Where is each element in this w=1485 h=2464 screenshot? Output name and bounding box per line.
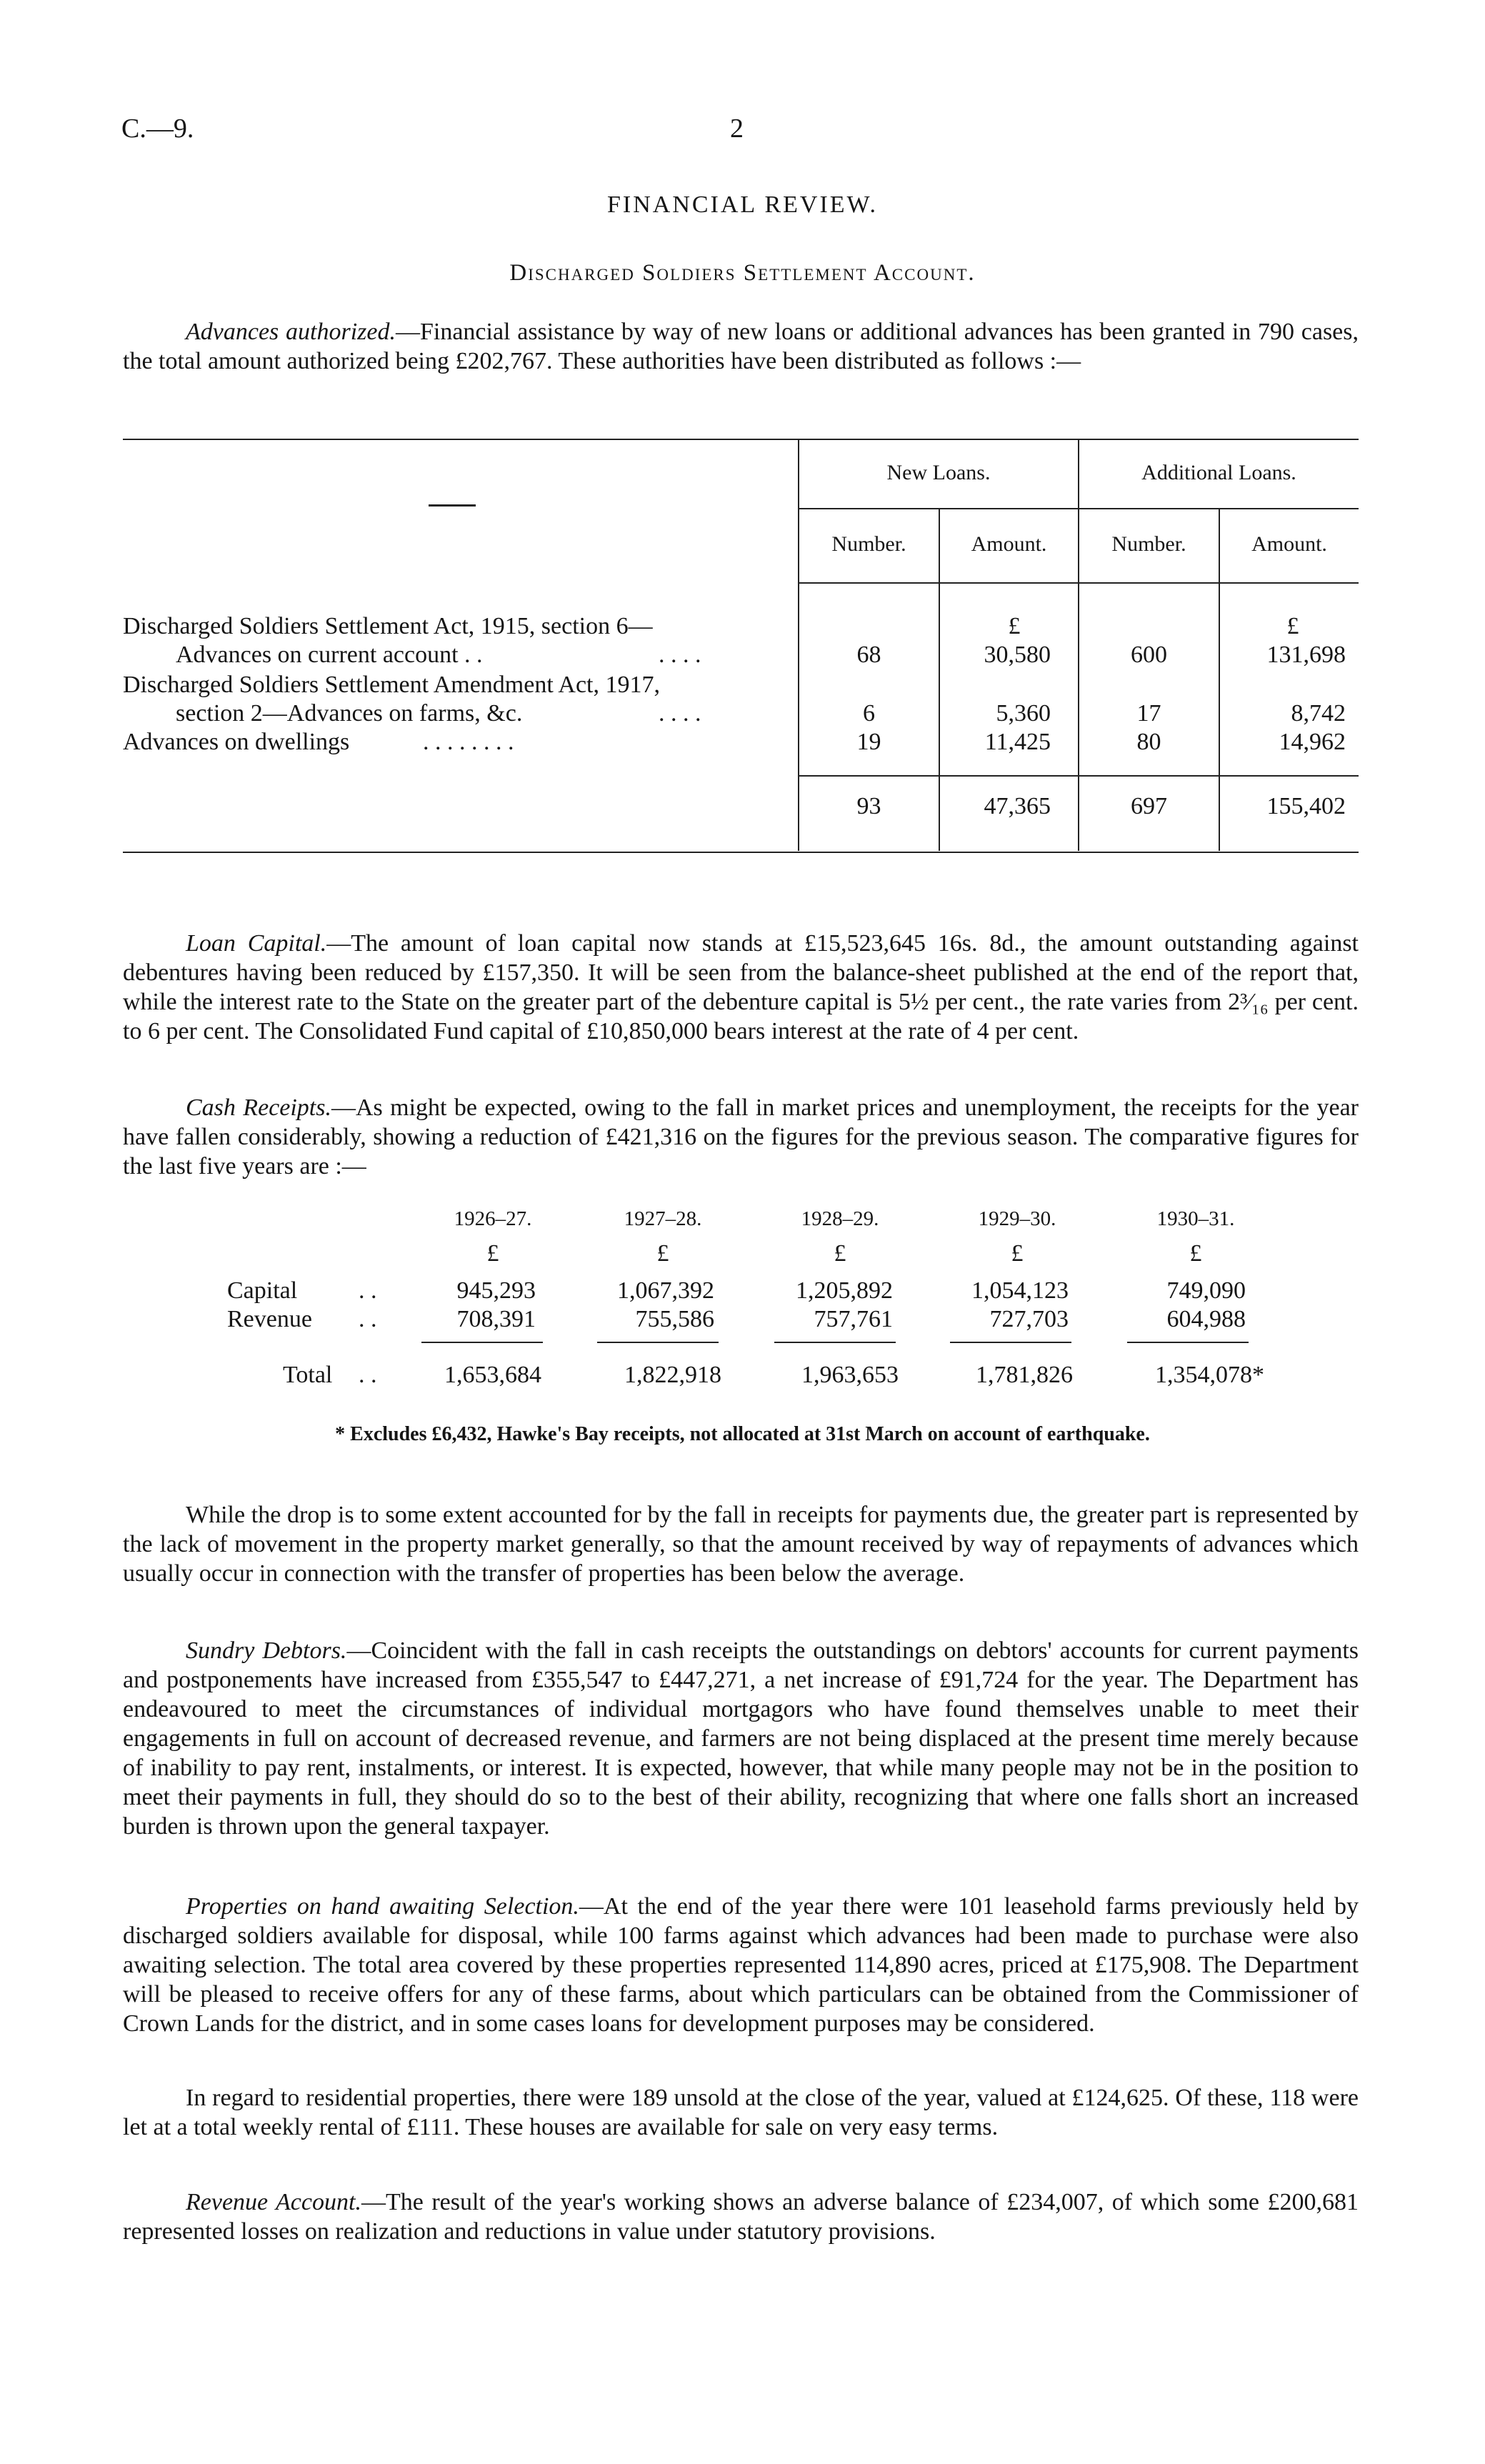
sum-rule [950, 1342, 1071, 1343]
table-cell: 17 [1136, 700, 1161, 727]
revenue-account-paragraph [123, 2188, 1359, 2246]
group-header-new-loans: New Loans. [886, 461, 991, 484]
revenue-account-heading: Revenue Account. [186, 2189, 361, 2215]
table-cell: 68 [856, 642, 881, 668]
blank-header-dash [429, 504, 476, 507]
sum-rule [421, 1342, 543, 1343]
row-label: Advances on current account . . [176, 642, 483, 668]
currency-symbol: £ [1286, 613, 1299, 639]
year-header: 1929–30. [978, 1207, 1056, 1230]
sum-rule [1127, 1342, 1249, 1343]
group-header-additional-loans: Additional Loans. [1141, 461, 1296, 484]
receipts-row-label: Capital [227, 1277, 298, 1304]
receipts-total-cell: 1,822,918 [624, 1362, 721, 1388]
document-reference: C.—9. [121, 114, 194, 144]
receipts-cell: 1,067,392 [617, 1277, 714, 1304]
section-subtitle: Discharged Soldiers Settlement Account. [509, 260, 976, 286]
row-label: Discharged Soldiers Settlement Act, 1915, section 6— [123, 613, 653, 639]
table-cell: 30,580 [984, 642, 1051, 668]
table-total-cell: 697 [1131, 793, 1167, 819]
properties-text: —At the end of the year there were 101 leasehold farms previously held by discharged soldiers available for disposal, while 100 farms against which advances had been made to purchase were also awaiting selection. The total area covered by these properties represented 114,890 acres, priced at £175,908. The Department will be pleased to receive offers for any of these farms, about which particulars can be obtained from the Commissioner of Crown Lands for the district, and in some cases loans for development purposes may be considered. [123, 1893, 1359, 2037]
loan-capital-heading: Loan Capital. [186, 930, 327, 957]
receipts-cell: 749,090 [1166, 1277, 1246, 1304]
properties-heading: Properties on hand awaiting Selection. [186, 1893, 579, 1920]
year-header: 1926–27. [454, 1207, 532, 1230]
receipts-footnote: * Excludes £6,432, Hawke's Bay receipts, not allocated at 31st March on account of earthquake. [335, 1423, 1150, 1445]
currency-symbol: £ [486, 1240, 499, 1267]
column-header-number: Number. [831, 532, 906, 556]
receipts-total-cell: 1,963,653 [801, 1362, 899, 1388]
receipts-total-label: Total [283, 1362, 333, 1388]
table-top-rule [123, 439, 1359, 440]
table-group-rule [799, 508, 1359, 509]
receipts-cell: 757,761 [814, 1306, 893, 1332]
leader-dots: . . . . [659, 642, 701, 668]
table-cell: 11,425 [984, 729, 1051, 755]
receipts-cell: 708,391 [456, 1306, 536, 1332]
row-label: section 2—Advances on farms, &c. [176, 700, 523, 727]
loan-capital-paragraph [123, 929, 1359, 1046]
table-total-cell: 93 [856, 793, 881, 819]
receipts-total-cell: 1,354,078* [1155, 1362, 1264, 1388]
cash-receipts-heading: Cash Receipts. [186, 1094, 331, 1121]
receipts-total-cell: 1,653,684 [444, 1362, 541, 1388]
cash-receipts-text: —As might be expected, owing to the fall in market prices and unemployment, the receipts for the year have fallen considerably, showing a reduction of £421,316 on the figures for the previous season. The comparative figures for the last five years are :— [123, 1094, 1359, 1179]
page-number: 2 [730, 114, 744, 144]
table-cell: 6 [863, 700, 875, 727]
table-total-cell: 155,402 [1266, 793, 1346, 819]
currency-symbol: £ [1189, 1240, 1202, 1267]
leader-dots: . . [359, 1277, 377, 1304]
currency-symbol: £ [1008, 613, 1021, 639]
intro-heading: Advances authorized. [186, 319, 396, 345]
page-title: FINANCIAL REVIEW. [606, 191, 878, 218]
column-header-number: Number. [1111, 532, 1186, 556]
table-total-rule [799, 775, 1359, 777]
table-cell: 5,360 [996, 700, 1051, 727]
receipts-cell: 755,586 [635, 1306, 714, 1332]
receipts-cell: 604,988 [1166, 1306, 1246, 1332]
receipts-total-cell: 1,781,826 [976, 1362, 1073, 1388]
column-header-amount: Amount. [971, 532, 1047, 556]
loan-capital-text: —The amount of loan capital now stands at £15,523,645 16s. 8d., the amount outstanding against debentures having been reduced by £157,350. It will be seen from the balance-sheet published at the end of the report that, while the interest rate to the State on the greater part of the debenture capital is 5½ per cent., the rate varies from 2³⁄₁₆ per cent. to 6 per cent. The Consolidated Fund capital of £10,850,000 bears interest at the rate of 4 per cent. [123, 930, 1359, 1044]
row-label: Advances on dwellings [123, 729, 350, 755]
table-cell: 19 [856, 729, 881, 755]
column-header-amount: Amount. [1251, 532, 1327, 556]
leader-dots: . . . . [659, 700, 701, 727]
year-header: 1930–31. [1156, 1207, 1235, 1230]
revenue-account-text: —The result of the year's working shows an adverse balance of £234,007, of which some £200,681 represented losses on realization and reductions in value under statutory provisions. [123, 2189, 1359, 2245]
sundry-debtors-text: —Coincident with the fall in cash receipts the outstandings on debtors' accounts for current payments and postponements have increased from £355,547 to £447,271, a net increase of £91,724 for the year. The Department has endeavoured to meet the circumstances of individual mortgagors who have found themselves unable to meet their engagements in full on account of decreased revenue, and farmers are not being displaced at the present time merely because of inability to pay rent, instalments, or interest. It is expected, however, that while many people may not be in the position to meet their payments in full, they should do so to the best of their ability, recognizing that where one falls short an increased burden is thrown upon the general taxpayer. [123, 1637, 1359, 1840]
year-header: 1928–29. [801, 1207, 879, 1230]
drop-paragraph [123, 1500, 1359, 1588]
receipts-row-label: Revenue [227, 1306, 312, 1332]
currency-symbol: £ [834, 1240, 846, 1267]
table-cell: 80 [1136, 729, 1161, 755]
table-cell: 8,742 [1291, 700, 1346, 727]
cash-receipts-paragraph [123, 1093, 1359, 1181]
sundry-debtors-heading: Sundry Debtors. [186, 1637, 347, 1664]
leader-dots: . . . . . . . . [423, 729, 514, 755]
sum-rule [774, 1342, 896, 1343]
table-cell: 600 [1131, 642, 1167, 668]
table-bottom-rule [123, 852, 1359, 853]
residential-text: In regard to residential properties, there were 189 unsold at the close of the year, valued at £124,625. Of these, 118 were let at a total weekly rental of £111. These houses are available for sale on very easy terms. [123, 2085, 1359, 2140]
row-label: Discharged Soldiers Settlement Amendment Act, 1917, [123, 672, 660, 698]
residential-paragraph [123, 2083, 1359, 2142]
currency-symbol: £ [1011, 1240, 1024, 1267]
table-cell: 131,698 [1266, 642, 1346, 668]
intro-paragraph [123, 317, 1359, 376]
table-total-cell: 47,365 [984, 793, 1051, 819]
receipts-cell: 1,054,123 [971, 1277, 1069, 1304]
sum-rule [597, 1342, 719, 1343]
receipts-cell: 945,293 [456, 1277, 536, 1304]
table-header-rule [799, 582, 1359, 584]
sundry-debtors-paragraph [123, 1636, 1359, 1841]
leader-dots: . . [359, 1306, 377, 1332]
receipts-cell: 727,703 [989, 1306, 1069, 1332]
properties-paragraph [123, 1892, 1359, 2038]
drop-text: While the drop is to some extent accounted for by the fall in receipts for payments due, the greater part is represented by the lack of movement in the property market generally, so that the amount received by way of repayments of advances which usually occur in connection with the transfer of properties has been below the average. [123, 1502, 1359, 1587]
table-cell: 14,962 [1279, 729, 1346, 755]
currency-symbol: £ [656, 1240, 669, 1267]
leader-dots: . . [359, 1362, 377, 1388]
intro-text: —Financial assistance by way of new loans or additional advances has been granted in 790 cases, the total amount authorized being £202,767. These authorities have been distributed as follows :— [123, 319, 1359, 374]
year-header: 1927–28. [624, 1207, 702, 1230]
receipts-cell: 1,205,892 [796, 1277, 893, 1304]
